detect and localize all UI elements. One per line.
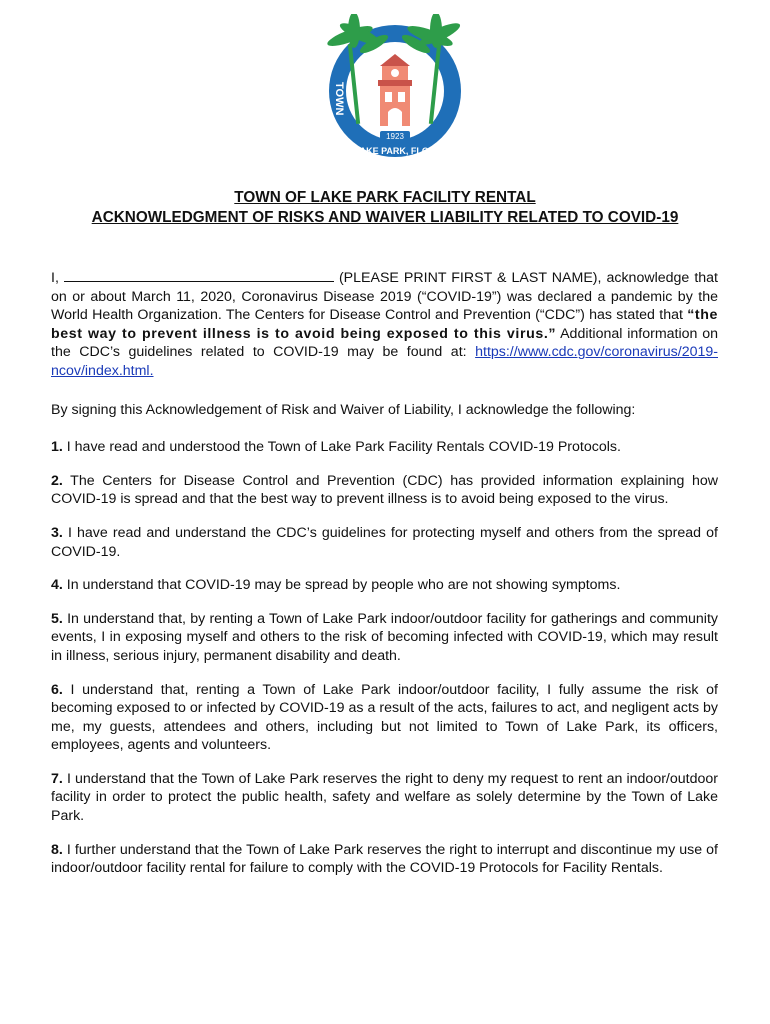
item-number: 1. xyxy=(51,439,63,456)
signing-statement: By signing this Acknowledgement of Risk and Waiver of Liability, I acknowledge the following: xyxy=(51,401,636,418)
seal-text-name: OF LAKE PARK, FLORIDA xyxy=(339,146,451,156)
list-item xyxy=(51,681,718,755)
item-text: I understand that, renting a Town of Lake Park indoor/outdoor facility, I fully assume the risk of becoming exposed to or infected by COVID-19 as a result of the acts, failures to act, and negligent acts by me, my guests, attendees and others, including but not limited to Town of Lake Park, its officers, employees, agents and volunteers. xyxy=(51,681,718,754)
item-number: 4. xyxy=(51,577,63,594)
item-number: 8. xyxy=(51,841,63,858)
item-number: 2. xyxy=(51,472,63,489)
list-item xyxy=(51,472,718,509)
list-item xyxy=(51,438,718,457)
item-number: 6. xyxy=(51,681,63,698)
list-item xyxy=(51,610,718,666)
item-number: 7. xyxy=(51,770,63,787)
item-text: I further understand that the Town of Lake Park reserves the right to interrupt and discontinue my use of indoor/outdoor facility rental for failure to comply with the COVID-19 Protocols for Facility Rentals. xyxy=(51,841,718,877)
item-text: I have read and understood the Town of Lake Park Facility Rentals COVID-19 Protocols. xyxy=(62,439,621,456)
item-text: The Centers for Disease Control and Prevention (CDC) has provided information explaining how COVID-19 is spread and that the best way to prevent illness is to avoid being exposed to the virus. xyxy=(51,472,718,508)
intro-quote: “the best way to prevent illness is to avoid being exposed to this virus.” xyxy=(51,307,718,342)
item-number: 3. xyxy=(51,524,63,541)
seal-year: 1923 xyxy=(386,132,404,141)
item-text: In understand that, by renting a Town of Lake Park indoor/outdoor facility for gatherings and community events, I in exposing myself and others to the risk of becoming infected with COVID-19, which may result in illness, serious injury, permanent disability and death. xyxy=(51,610,718,664)
list-item xyxy=(51,841,718,878)
cdc-link[interactable]: https://www.cdc.gov/coronavirus/2019-ncov/index.html. xyxy=(51,344,718,379)
intro-paragraph xyxy=(51,268,718,381)
intro-text-2: Additional information on the CDC’s guidelines related to COVID-19 may be found at: xyxy=(51,325,718,361)
list-item xyxy=(51,524,718,561)
document-title-block xyxy=(0,188,770,228)
item-number: 5. xyxy=(51,610,63,627)
document-body xyxy=(51,268,718,878)
item-text: I have read and understand the CDC’s guidelines for protecting myself and others from the spread of COVID-19. xyxy=(51,524,718,560)
item-text: In understand that COVID-19 may be spread by people who are not showing symptoms. xyxy=(62,577,621,594)
title-line-2: ACKNOWLEDGMENT OF RISKS AND WAIVER LIABILITY RELATED TO COVID-19 xyxy=(91,209,679,226)
town-seal-logo xyxy=(322,14,468,160)
name-blank-field[interactable] xyxy=(64,268,334,282)
intro-text: (PLEASE PRINT FIRST & LAST NAME), acknowledge that on or about March 11, 2020, Coronavirus Disease 2019 (“COVID-19”) was declared a pandemic by the World Health Organization. The Centers for Disease Control and Prevention (“CDC”) has stated that xyxy=(51,270,718,324)
title-line-1: TOWN OF LAKE PARK FACILITY RENTAL xyxy=(234,189,536,206)
clock-tower xyxy=(378,54,412,126)
seal-text-town: TOWN xyxy=(333,82,345,116)
intro-prefix: I, xyxy=(51,270,64,286)
item-text: I understand that the Town of Lake Park reserves the right to deny my request to rent an indoor/outdoor facility in order to protect the public health, safety and welfare as solely determine by the Town of Lake Park. xyxy=(51,770,718,825)
list-item xyxy=(51,770,718,826)
list-item xyxy=(51,576,718,595)
